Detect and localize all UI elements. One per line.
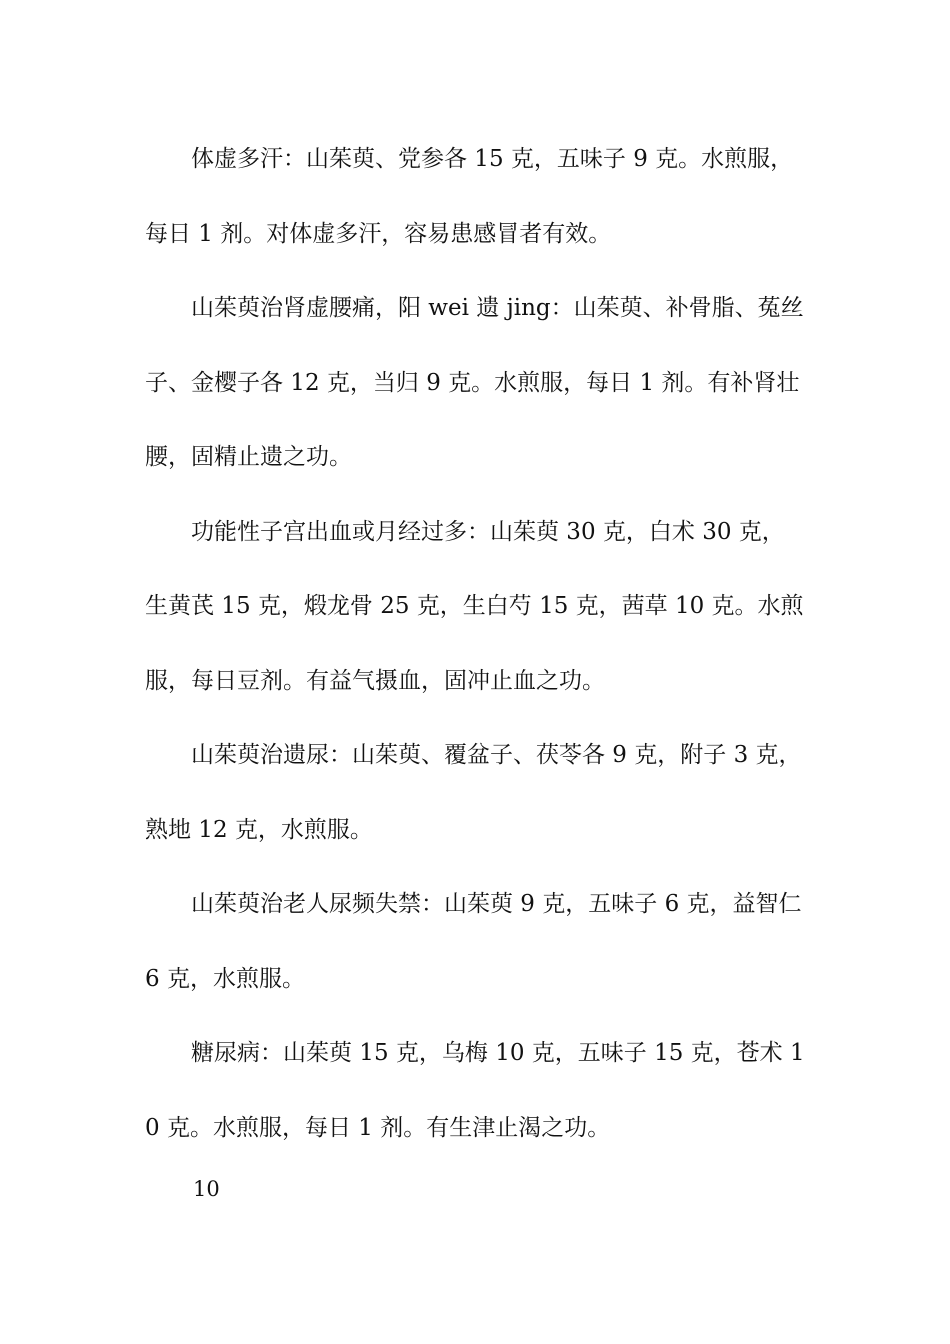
document-body: [145, 122, 807, 1165]
paragraph-sweating: 体虚多汗：山茱萸、党参各 15 克，五味子 9 克。水煎服，每日 1 剂。对体虚多汗，容易患感冒者有效。: [145, 146, 794, 247]
paragraph-enuresis: 山茱萸治遗尿：山茱萸、覆盆子、茯苓各 9 克，附子 3 克，熟地 12 克，水煎服。: [145, 742, 802, 843]
paragraph-diabetes: 糖尿病：山茱萸 15 克，乌梅 10 克，五味子 15 克，苍术 10 克。水煎服，每日 1 剂。有生津止渴之功。: [145, 1040, 805, 1141]
page-number: 10: [193, 1177, 220, 1201]
paragraph-elderly-incontinence: 山茱萸治老人尿频失禁：山茱萸 9 克，五味子 6 克，益智仁 6 克，水煎服。: [145, 891, 809, 992]
paragraph-uterine-bleeding: 功能性子宫出血或月经过多：山茱萸 30 克，白术 30 克，生黄芪 15 克，煅龙骨 25 克，生白芍 15 克，茜草 10 克。水煎服，每日豆剂。有益气摄血，固冲止血之功。: [145, 518, 804, 694]
paragraph-kidney-back-pain: 山茱萸治肾虚腰痛，阳 wei 遗 jing：山茱萸、补骨脂、菟丝子、金樱子各 12 克，当归 9 克。水煎服，每日 1 剂。有补肾壮腰，固精止遗之功。: [145, 295, 804, 470]
